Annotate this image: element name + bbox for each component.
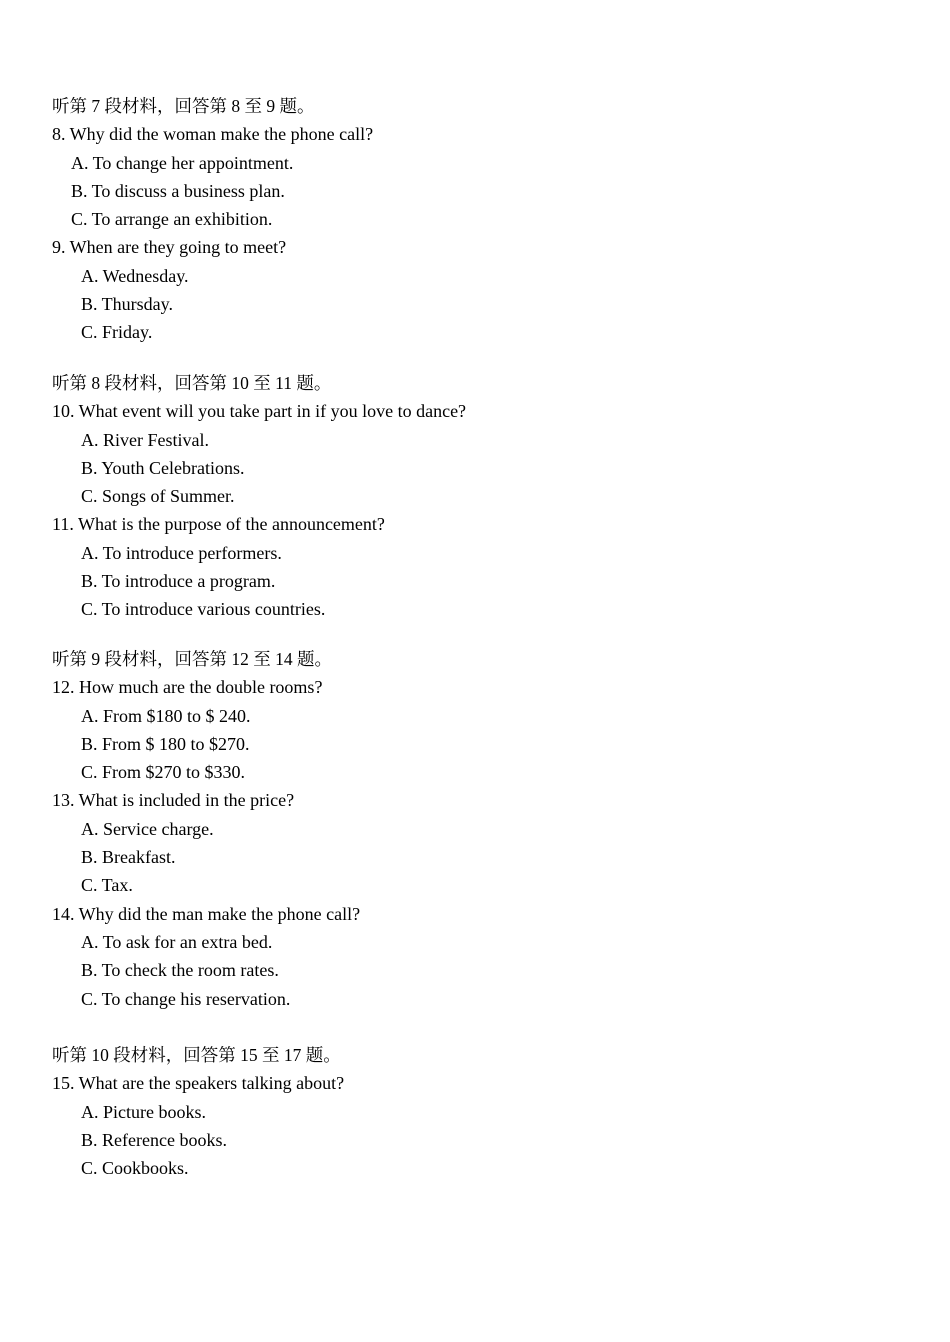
option-a: A. Wednesday. <box>81 265 189 286</box>
option-a: A. To change her appointment. <box>71 152 294 173</box>
option-b: B. To discuss a business plan. <box>71 180 285 201</box>
section-10 <box>52 1041 912 1182</box>
option-c: C. To change his reservation. <box>81 988 291 1009</box>
option-b: B. From $ 180 to $270. <box>81 733 250 754</box>
option-c: C. Songs of Summer. <box>81 486 235 507</box>
question-stem: 9. When are they going to meet? <box>52 237 287 258</box>
option-c: C. Cookbooks. <box>81 1158 189 1179</box>
option-a: A. To ask for an extra bed. <box>81 931 273 952</box>
option-c: C. To introduce various countries. <box>81 599 326 620</box>
question-stem: 13. What is included in the price? <box>52 790 295 811</box>
question-10 <box>52 397 912 510</box>
question-11 <box>52 510 912 623</box>
section-heading: 听第 10 段材料，回答第 15 至 17 题。 <box>52 1045 341 1065</box>
question-stem: 10. What event will you take part in if you love to dance? <box>52 401 467 422</box>
question-8 <box>52 120 912 233</box>
option-b: B. Youth Celebrations. <box>81 457 245 478</box>
question-13 <box>52 786 912 899</box>
question-stem: 15. What are the speakers talking about? <box>52 1073 345 1094</box>
section-heading: 听第 8 段材料，回答第 10 至 11 题。 <box>52 373 332 393</box>
question-12 <box>52 673 912 786</box>
section-heading: 听第 9 段材料，回答第 12 至 14 题。 <box>52 649 332 669</box>
question-15 <box>52 1069 912 1182</box>
question-stem: 14. Why did the man make the phone call? <box>52 903 361 924</box>
option-b: B. Thursday. <box>81 294 173 315</box>
section-9 <box>52 645 912 1013</box>
option-b: B. To introduce a program. <box>81 571 276 592</box>
option-c: C. Tax. <box>81 875 133 896</box>
option-b: B. Breakfast. <box>81 847 176 868</box>
option-a: A. River Festival. <box>81 429 209 450</box>
section-heading: 听第 7 段材料，回答第 8 至 9 题。 <box>52 96 315 116</box>
question-stem: 12. How much are the double rooms? <box>52 677 323 698</box>
question-stem: 11. What is the purpose of the announcement? <box>52 514 385 535</box>
option-b: B. To check the room rates. <box>81 960 279 981</box>
section-8 <box>52 369 912 624</box>
option-c: C. To arrange an exhibition. <box>71 209 273 230</box>
question-stem: 8. Why did the woman make the phone call? <box>52 124 374 145</box>
option-c: C. Friday. <box>81 322 153 343</box>
option-a: A. To introduce performers. <box>81 542 282 563</box>
option-b: B. Reference books. <box>81 1129 227 1150</box>
question-9 <box>52 233 912 346</box>
option-a: A. From $180 to $ 240. <box>81 705 251 726</box>
option-c: C. From $270 to $330. <box>81 762 246 783</box>
section-7 <box>52 92 912 347</box>
option-a: A. Picture books. <box>81 1101 206 1122</box>
option-a: A. Service charge. <box>81 818 214 839</box>
question-14 <box>52 900 912 1013</box>
